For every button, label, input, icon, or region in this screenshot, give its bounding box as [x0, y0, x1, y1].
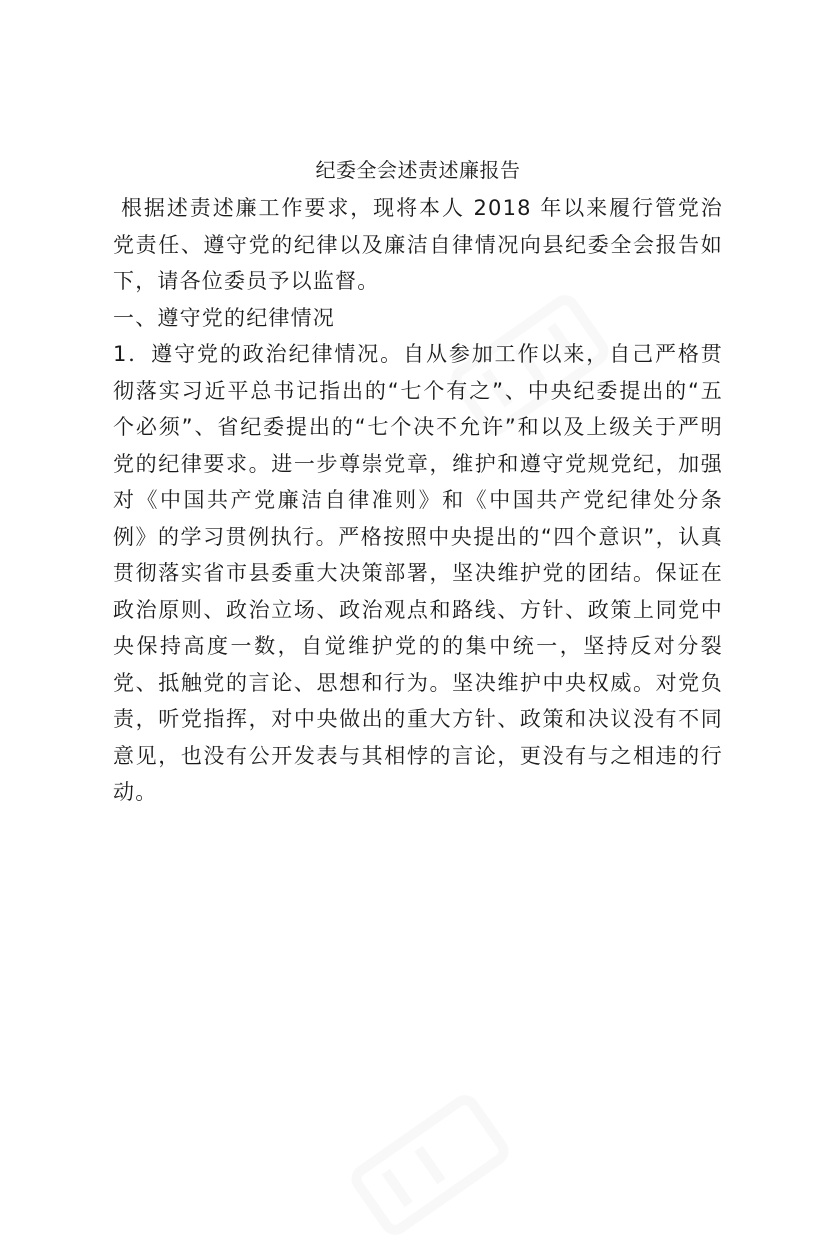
- document-body: [113, 150, 723, 811]
- intro-paragraph: 根据述责述廉工作要求，现将本人 2018 年以来履行管党治党责任、遵守党的纪律以及廉洁自律情况向县纪委全会报告如下，请各位委员予以监督。: [113, 196, 723, 293]
- document-title: 纪委全会述责述廉报告: [315, 158, 521, 182]
- section-item-paragraph: 1．遵守党的政治纪律情况。自从参加工作以来，自己严格贯彻落实习近平总书记指出的“七个有之”、中央纪委提出的“五个必须”、省纪委提出的“七个决不允许”和以及上级关于严明党的纪律要求。进一步尊崇党章，维护和遵守党规党纪，加强对《中国共产党廉洁自律准则》和《中国共产党纪律处分条例》的学习贯例执行。严格按照中央提出的“四个意识”，认真贯彻落实省市县委重大决策部署，坚决维护党的团结。保证在政治原则、政治立场、政治观点和路线、方针、政策上同党中央保持高度一数，自觉维护党的的集中统一，坚持反对分裂党、抵触党的言论、思想和行为。坚决维护中央权威。对党负责，听党指挥，对中央做出的重大方针、政策和决议没有不同意见，也没有公开发表与其相悖的言论，更没有与之相违的行动。: [113, 342, 723, 804]
- section-heading: 一、遵守党的纪律情况: [113, 305, 335, 330]
- watermark-mark: [330, 1090, 530, 1240]
